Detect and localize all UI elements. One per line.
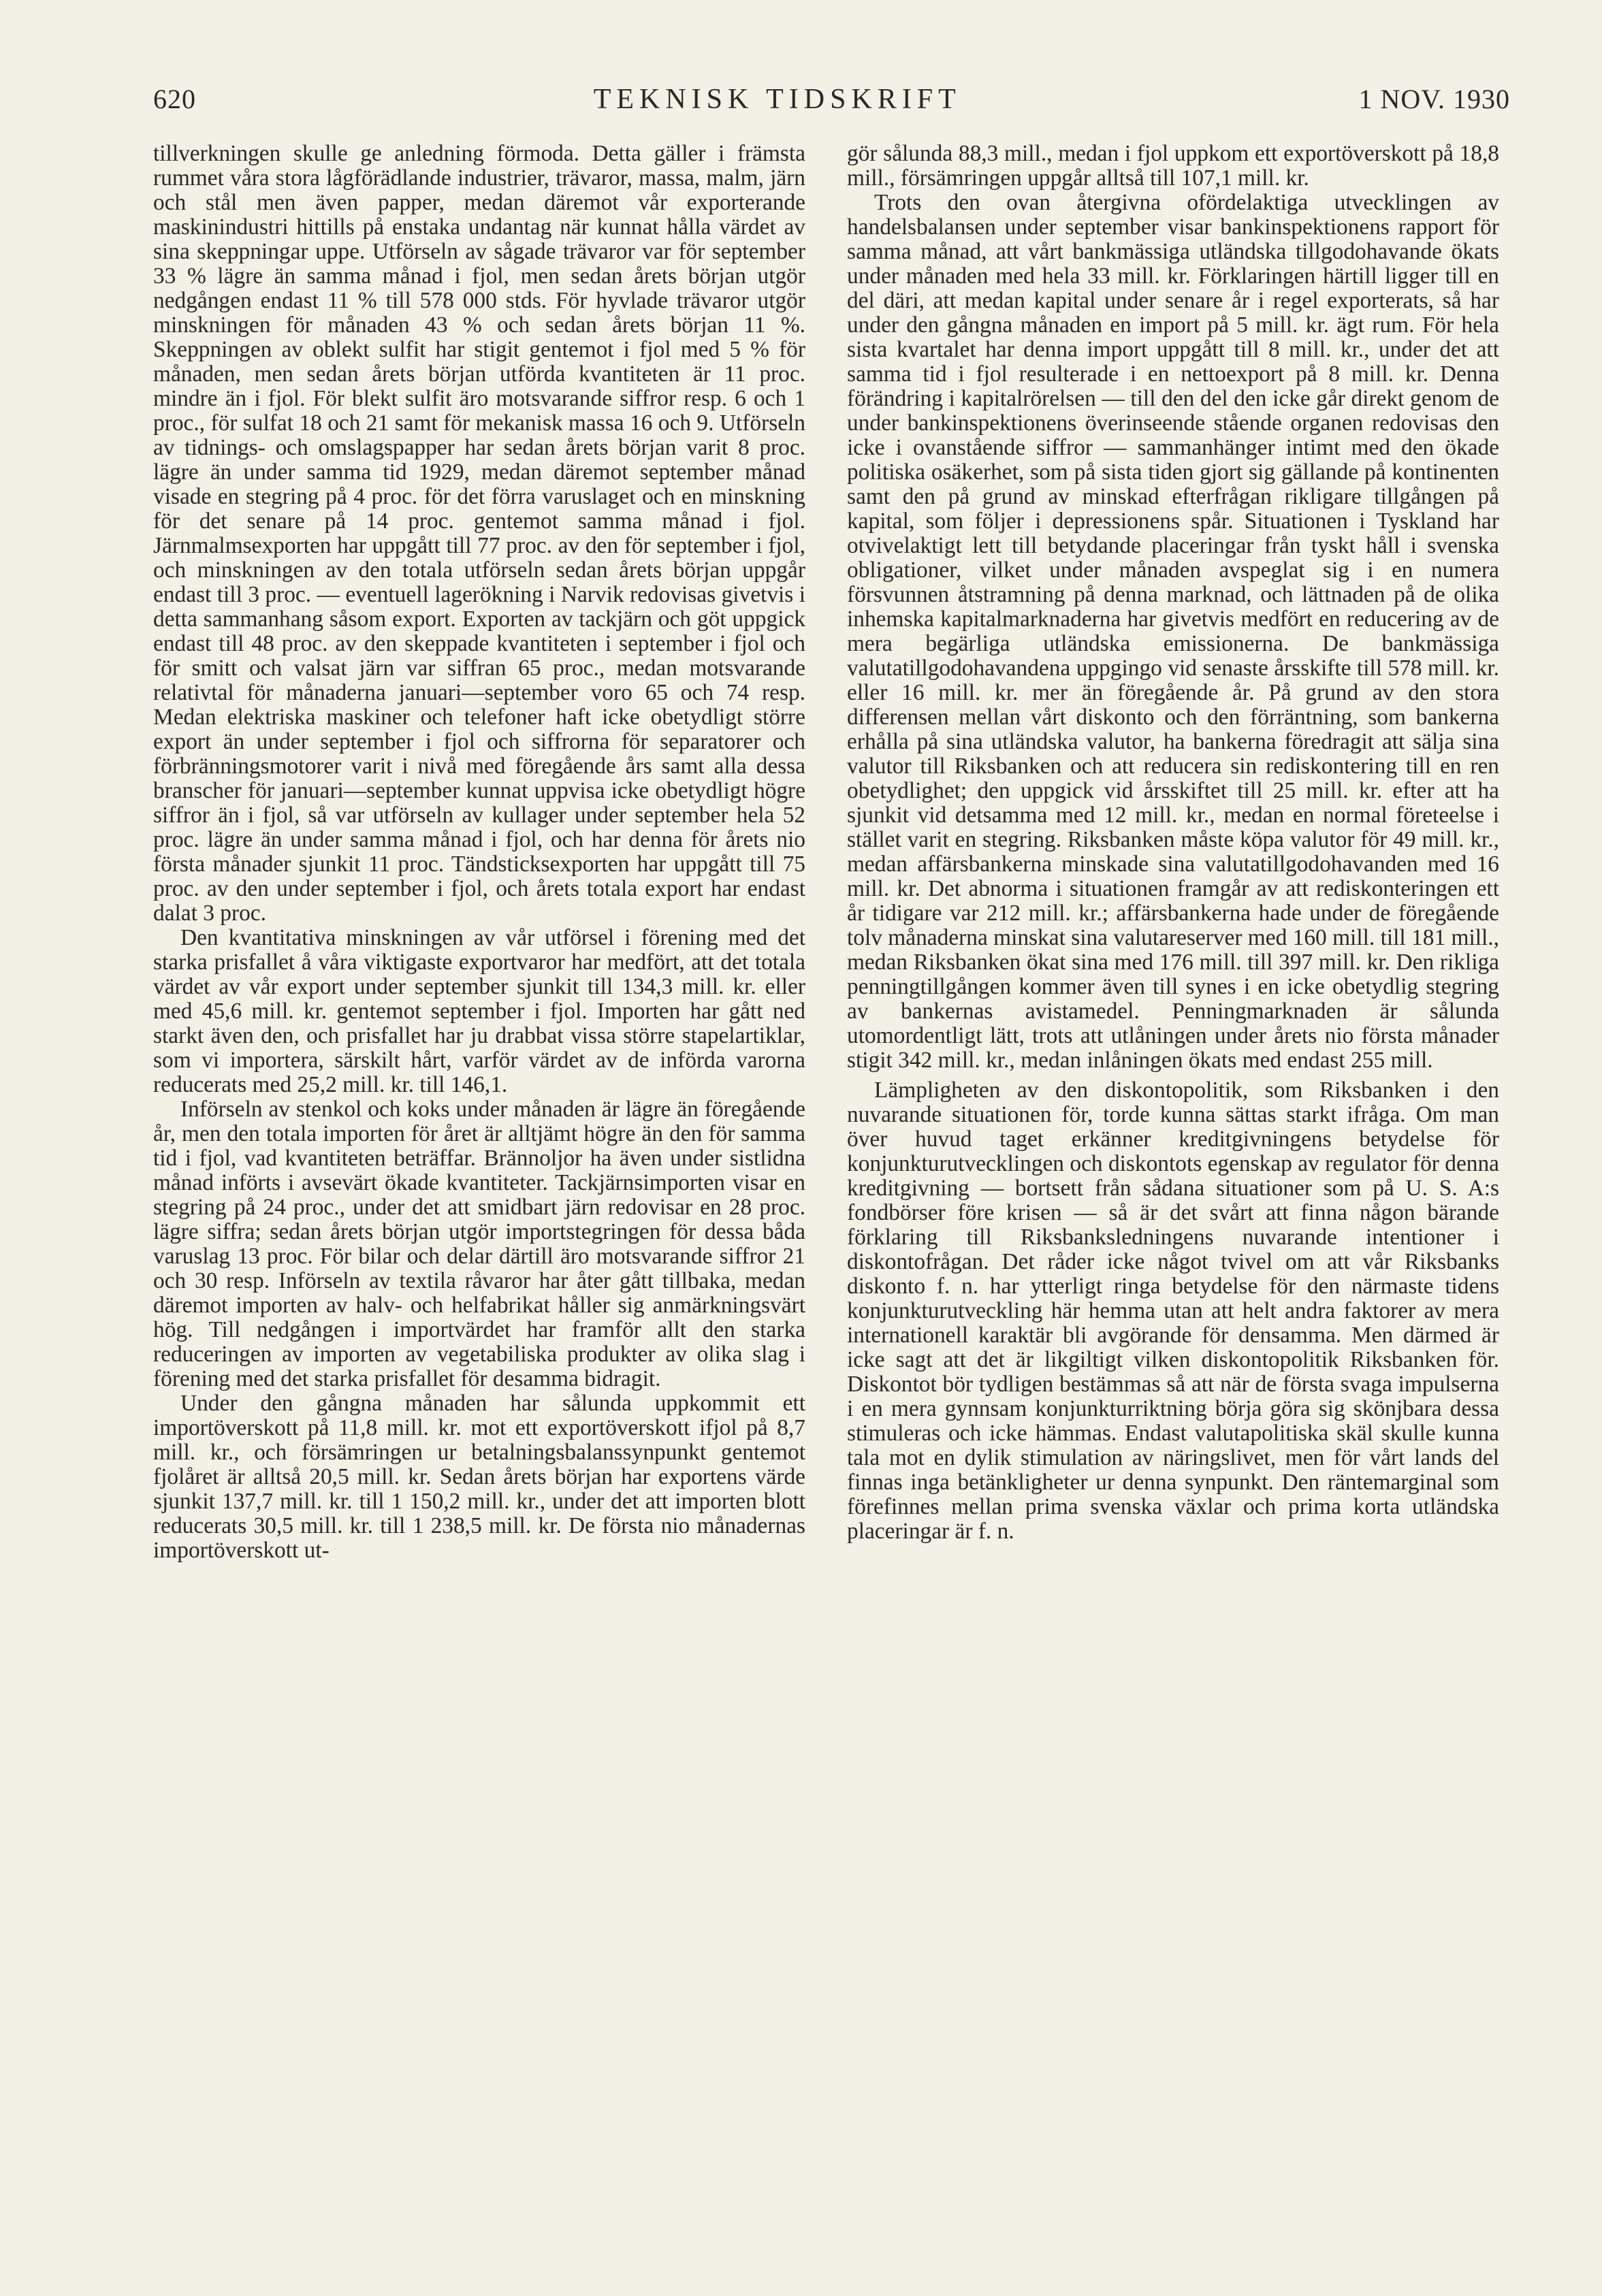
issue-date: 1 NOV. 1930 xyxy=(1358,84,1510,114)
paragraph: Lämpligheten av den diskontopolitik, som Riksbanken i den nuvarande situationen för, torde kunna sättas starkt ifråga. Om man över huvud taget erkänner kreditgivningens betydelse för konjunkturutvecklingen och diskontots egenskap av regulator för denna kreditgivning — bortsett från sådana situationer som på U. S. A:s fondbörser före krisen — så är det svårt att finna någon bärande förklaring till Riksbanksledningens nuvarande intentioner i diskontofrågan. Det råder icke något tvivel om att vår Riksbanks diskonto f. n. har ytterligt ringa betydelse för den närmaste tidens konjunkturutveckling här hemma utan att helt andra faktorer av mera internationell karaktär bli avgörande för densamma. Men därmed är icke sagt att det är likgiltigt vilken diskontopolitik Riksbanken för. Diskontot bör tydligen bestämmas så att när de första svaga impulserna i en mera gynnsam konjunkturriktning börja göra sig skönjbara dessa stimuleras och icke hämmas. Endast valutapolitiska skäl skulle kunna tala mot en dylik stimulation av näringslivet, men för vårt lands del finnas inga betänkligheter ur denna synpunkt. Den räntemarginal som förefinnes mellan prima svenska växlar och prima korta utländska placeringar är f. n. xyxy=(847,1078,1499,1544)
paragraph: tillverkningen skulle ge anledning förmoda. Detta gäller i främsta rummet våra stora lågförädlande industrier, trävaror, massa, malm, järn och stål men även papper, medan däremot vår exporterande maskinindustri hittills på enstaka undantag när kunnat hålla värdet av sina skeppningar uppe. Utförseln av sågade trävaror var för september 33 % lägre än samma månad i fjol, men sedan årets början utgör nedgången endast 11 % till 578 000 stds. För hyvlade trävaror utgör minskningen för månaden 43 % och sedan årets början 11 %. Skeppningen av oblekt sulfit har stigit gentemot i fjol med 5 % för månaden, men sedan årets början utförda kvantiteten är 11 proc. mindre än i fjol. För blekt sulfit äro motsvarande siffror resp. 6 och 1 proc., för sulfat 18 och 21 samt för mekanisk massa 16 och 9. Utförseln av tidnings- och omslagspapper har sedan årets början varit 8 proc. lägre än under samma tid 1929, medan däremot september månad visade en stegring på 4 proc. för det förra varuslaget och en minskning för det senare på 14 proc. gentemot samma månad i fjol. Järnmalmsexporten har uppgått till 77 proc. av den för september i fjol, och minskningen av den totala utförseln sedan årets början uppgår endast till 3 proc. — eventuell lagerökning i Narvik redovisas givetvis i detta sammanhang såsom export. Exporten av tackjärn och göt uppgick endast till 48 proc. av den skeppade kvantiteten i september i fjol och för smitt och valsat järn var siffran 65 proc., medan motsvarande relativtal för månaderna januari—september voro 65 och 74 resp. Medan elektriska maskiner och telefoner haft icke obetydligt större export än under september i fjol och siffrorna för separatorer och förbränningsmotorer varit i nivå med föregående års samt alla dessa branscher för januari—september kunnat uppvisa icke obetydligt högre siffror än i fjol, så var utförseln av kullager under september hela 52 proc. lägre än under samma månad i fjol, och har denna för årets nio första månader sjunkit 11 proc. Tändsticksexporten har uppgått till 75 proc. av den under september i fjol, och årets totala export har endast dalat 3 proc. xyxy=(153,141,805,926)
running-header xyxy=(153,83,1510,124)
right-column xyxy=(847,142,1499,2184)
page-number: 620 xyxy=(153,84,196,114)
left-column xyxy=(153,142,805,2184)
paragraph: Införseln av stenkol och koks under månaden är lägre än föregående år, men den totala importen för året är alltjämt högre än den för samma tid i fjol, vad kvantiteten beträffar. Brännoljor ha även under sistlidna månad införts i avsevärt ökade kvantiteter. Tackjärnsimporten visar en stegring på 24 proc., under det att smidbart järn redovisar en 28 proc. lägre siffra; sedan årets början utgör importstegringen för dessa båda varuslag 13 proc. För bilar och delar därtill äro motsvarande siffror 21 och 30 resp. Införseln av textila råvaror har åter gått tillbaka, medan däremot importen av halv- och helfabrikat håller sig anmärkningsvärt hög. Till nedgången i importvärdet har framför allt den starka reduceringen av importen av vegetabiliska produkter av olika slag i förening med det starka prisfallet för desamma bidragit. xyxy=(153,1097,805,1391)
paragraph: Den kvantitativa minskningen av vår utförsel i förening med det starka prisfallet å våra viktigaste exportvaror har medfört, att det totala värdet av vår export under september sjunkit till 134,3 mill. kr. eller med 45,6 mill. kr. gentemot september i fjol. Importen har gått ned starkt även den, och prisfallet har ju drabbat vissa större stapelartiklar, som vi importera, särskilt hårt, varför värdet av de införda varorna reducerats med 25,2 mill. kr. till 146,1. xyxy=(153,925,805,1097)
paragraph: Trots den ovan återgivna ofördelaktiga utvecklingen av handelsbalansen under september visar bankinspektionens rapport för samma månad, att vårt bankmässiga utländska tillgodohavande ökats under månaden med hela 33 mill. kr. Förklaringen härtill ligger till en del däri, att medan kapital under senare år i regel exporterats, så har under den gångna månaden en import på 5 mill. kr. ägt rum. För hela sista kvartalet har denna import uppgått till 8 mill. kr., under det att samma tid i fjol resulterade i en nettoexport på 8 mill. kr. Denna förändring i kapitalrörelsen — till den del den icke går direkt genom de under bankinspektionens överinseende stående organen redovisas den icke i ovanstående siffror — sammanhänger intimt med den ökade politiska osäkerhet, som på sista tiden gjort sig gällande på kontinenten samt den på grund av minskad efterfrågan rikligare tillgången på kapital, som följer i depressionens spår. Situationen i Tyskland har otvivelaktigt lett till betydande placeringar från tyskt håll i svenska obligationer, vilket under månaden avspeglat sig i en numera försvunnen åtstramning på denna marknad, och lättnaden på de olika inhemska kapitalmarknaderna har givetvis medfört en reducering av de mera begärliga utländska emissionerna. De bankmässiga valutatillgodohavandena uppgingo vid senaste årsskifte till 578 mill. kr. eller 16 mill. kr. mer än föregående år. På grund av den stora differensen mellan vårt diskonto och den förräntning, som bankerna erhålla på sina utländska valutor, ha bankerna föredragit att sälja sina valutor till Riksbanken och att reducera sin rediskontering till en ren obetydlighet; den uppgick vid årsskiftet till 25 mill. kr. efter att ha sjunkit vid detsamma med 12 mill. kr., medan en normal företeelse i stället varit en stegring. Riksbanken måste köpa valutor för 49 mill. kr., medan affärsbankerna minskade sina valutatillgodohavanden med 16 mill. kr. Det abnorma i situationen framgår av att rediskonteringen ett år tidigare var 212 mill. kr.; affärsbankerna hade under de föregående tolv månaderna minskat sina valutareserver med 160 mill. till 181 mill., medan Riksbanken ökat sina med 176 mill. till 397 mill. kr. Den rikliga penningtillgången kommer även till synes i en icke obetydlig stegring av bankernas avistamedel. Penningmarknaden är sålunda utomordentligt lätt, trots att utlåningen under årets nio första månader stigit 342 mill. kr., medan inlåningen ökats med endast 255 mill. xyxy=(847,190,1499,1073)
paragraph: gör sålunda 88,3 mill., medan i fjol uppkom ett exportöverskott på 18,8 mill., försämringen uppgår alltså till 107,1 mill. kr. xyxy=(847,141,1499,191)
paragraph: Under den gångna månaden har sålunda uppkommit ett importöverskott på 11,8 mill. kr. mot ett exportöverskott ifjol på 8,7 mill. kr., och försämringen ur betalningsbalanssynpunkt gentemot fjolåret är alltså 20,5 mill. kr. Sedan årets början har exportens värde sjunkit 137,7 mill. kr. till 1 150,2 mill. kr., under det att importen blott reducerats 30,5 mill. kr. till 1 238,5 mill. kr. De första nio månadernas importöverskott ut- xyxy=(153,1391,805,1563)
journal-title: TEKNISK TIDSKRIFT xyxy=(593,84,961,115)
